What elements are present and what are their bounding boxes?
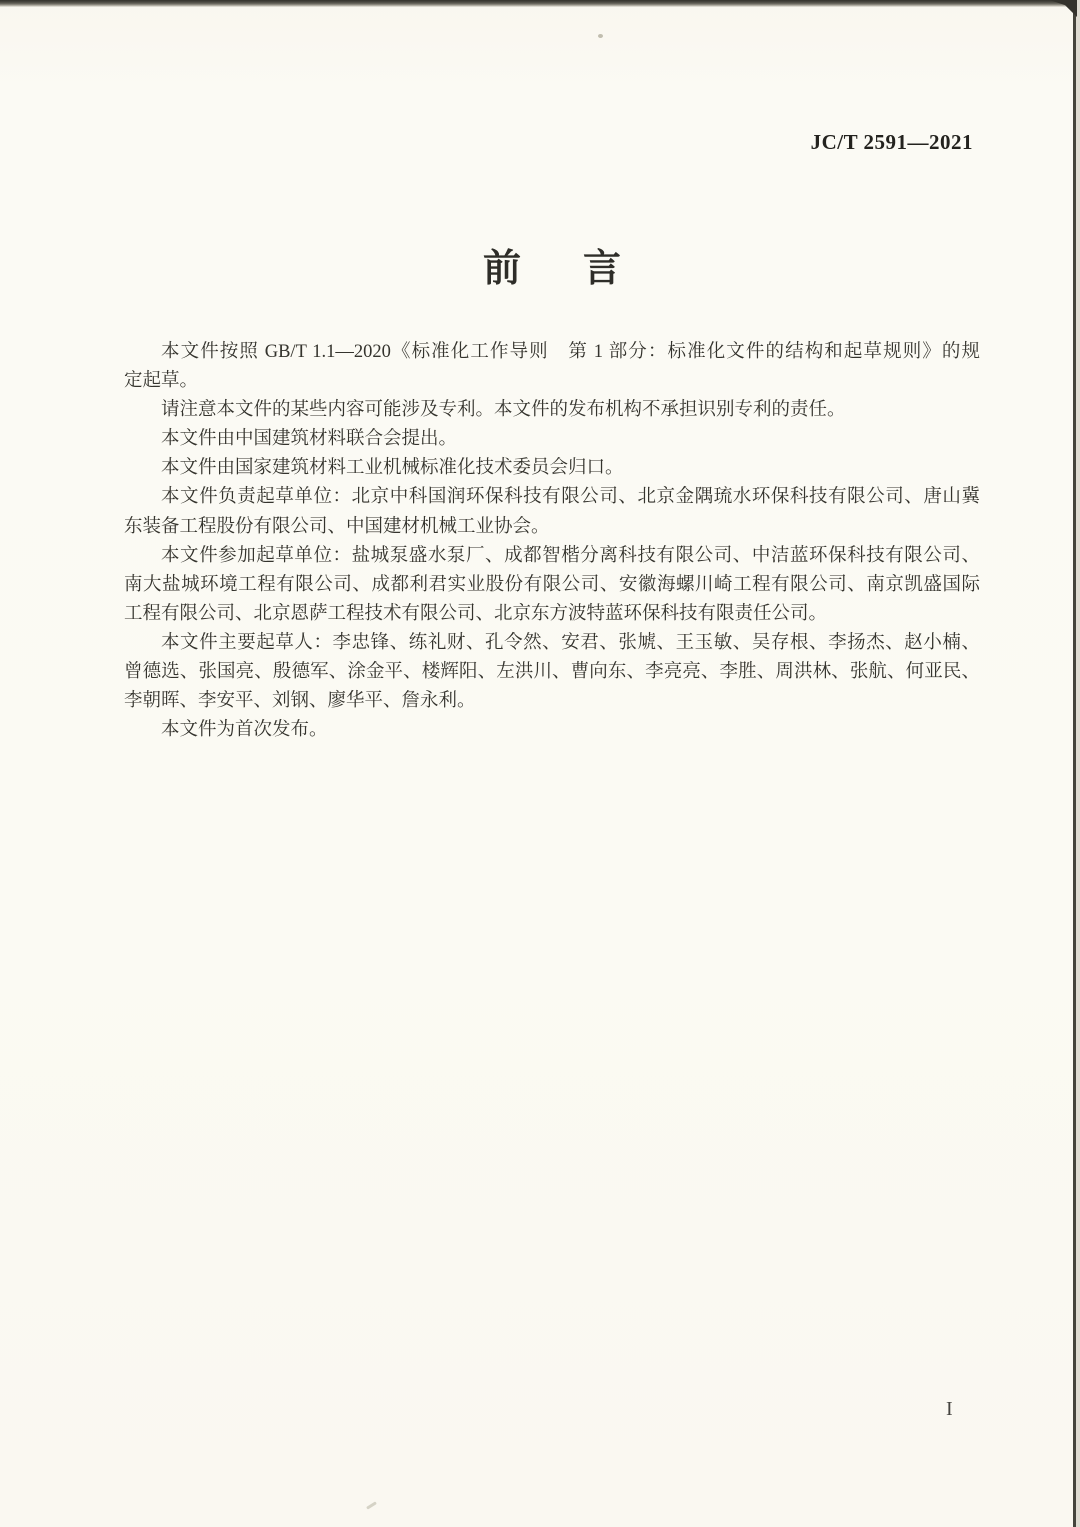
- body-line: 李朝晖、李安平、刘钢、廖华平、詹永利。: [124, 691, 476, 712]
- page-number: I: [946, 1398, 953, 1420]
- body-line: 本文件为首次发布。: [161, 720, 328, 741]
- body-line: 工程有限公司、北京恩萨工程技术有限公司、北京东方波特蓝环保科技有限责任公司。: [124, 603, 828, 624]
- standard-number: JC/T 2591—2021: [810, 130, 973, 154]
- body-line: 本文件由中国建筑材料联合会提出。: [161, 429, 458, 450]
- paper-speck: [366, 1501, 377, 1509]
- body-line: 请注意本文件的某些内容可能涉及专利。本文件的发布机构不承担识别专利的责任。: [161, 400, 846, 421]
- foreword-title-char: 言: [583, 248, 622, 290]
- body-line: 本文件参加起草单位：盐城泵盛水泵厂、成都智楷分离科技有限公司、中洁蓝环保科技有限公司、: [161, 545, 980, 566]
- body-line: 东装备工程股份有限公司、中国建材机械工业协会。: [124, 516, 550, 537]
- body-line: 南大盐城环境工程有限公司、成都利君实业股份有限公司、安徽海螺川崎工程有限公司、南京凯盛国际: [124, 574, 980, 595]
- scan-edge-right: [1073, 5, 1076, 1527]
- body-line: 本文件负责起草单位：北京中科国润环保科技有限公司、北京金隅琉水环保科技有限公司、唐山冀: [161, 487, 980, 508]
- scan-margin-right: [1076, 0, 1080, 1527]
- paper-speck: [598, 34, 603, 38]
- body-line: 本文件按照 GB/T 1.1—2020《标准化工作导则 第 1 部分：标准化文件的结构和起草规则》的规: [161, 342, 980, 362]
- body-line: 曾德选、张国亮、殷德军、涂金平、楼辉阳、左洪川、曹向东、李亮亮、李胜、周洪林、张航、何亚民、: [124, 662, 980, 683]
- body-line: 定起草。: [124, 371, 199, 392]
- body-line: 本文件由国家建筑材料工业机械标准化技术委员会归口。: [161, 458, 624, 479]
- foreword-title-char: 前: [482, 248, 521, 290]
- body-line: 本文件主要起草人：李忠锋、练礼财、孔令然、安君、张虓、王玉敏、吴存根、李扬杰、赵小楠、: [161, 632, 980, 653]
- foreword-title: [124, 237, 980, 292]
- scan-edge-top: [0, 0, 1080, 7]
- foreword-body: [124, 338, 980, 745]
